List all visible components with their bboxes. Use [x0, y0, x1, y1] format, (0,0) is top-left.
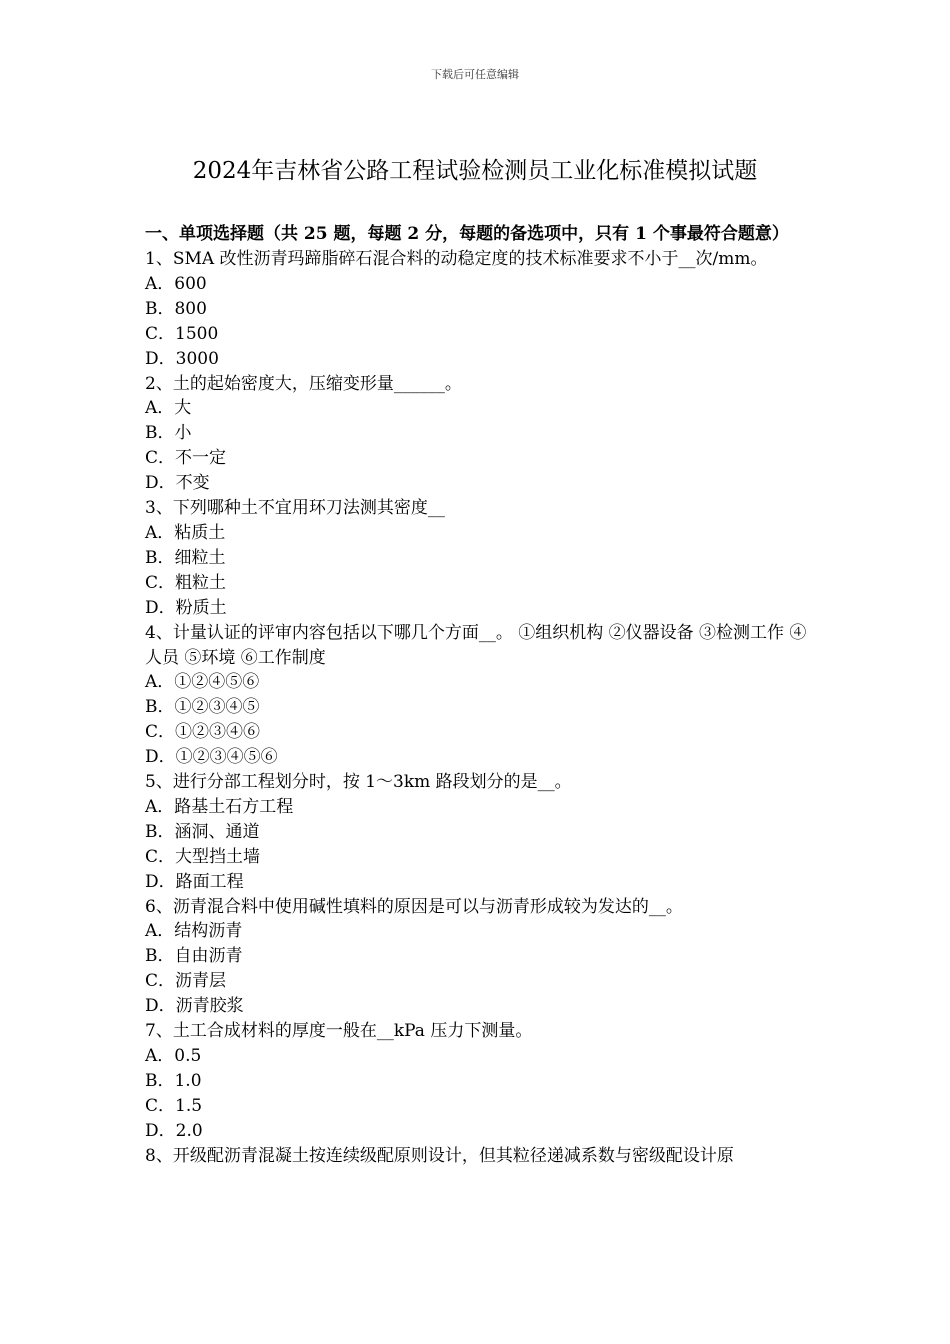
- answer-option: B．800: [145, 298, 207, 319]
- question-content: [145, 222, 810, 1169]
- question-stem: 1、SMA 改性沥青玛蹄脂碎石混合料的动稳定度的技术标准要求不小于__次/mm。: [145, 249, 768, 269]
- answer-option: A．600: [145, 273, 207, 294]
- answer-option: C．①②③④⑥: [145, 722, 261, 743]
- answer-option: B．小: [145, 423, 192, 444]
- question-stem: 7、土工合成材料的厚度一般在__kPa 压力下测量。: [145, 1021, 533, 1042]
- question-stem: 2、土的起始密度大，压缩变形量______。: [145, 373, 462, 394]
- question-stem: 8、开级配沥青混凝土按连续级配原则设计，但其粒径递减系数与密级配设计原: [145, 1145, 734, 1166]
- answer-option: A．①②④⑤⑥: [145, 672, 260, 693]
- answer-option: B．①②③④⑤: [145, 697, 260, 718]
- answer-option: C．粗粒土: [145, 572, 227, 593]
- question-stem: 4、计量认证的评审内容包括以下哪几个方面__。 ①组织机构 ②仪器设备 ③检测工作 ④人员 ⑤环境 ⑥工作制度: [145, 622, 807, 668]
- question-item: [145, 1144, 810, 1169]
- question-stem: 6、沥青混合料中使用碱性填料的原因是可以与沥青形成较为发达的__。: [145, 896, 683, 917]
- question-item: [145, 621, 810, 770]
- answer-option: A．路基土石方工程: [145, 796, 294, 817]
- answer-option: A．大: [145, 398, 192, 419]
- question-stem: 5、进行分部工程划分时，按 1～3km 路段划分的是__。: [145, 772, 572, 793]
- answer-option: D．路面工程: [145, 871, 244, 892]
- document-title: 2024年吉林省公路工程试验检测员工业化标准模拟试题: [192, 158, 758, 184]
- answer-option: B．涵洞、通道: [145, 821, 260, 842]
- answer-option: D．3000: [145, 348, 219, 369]
- answer-option: D．2.0: [145, 1120, 203, 1141]
- question-item: [145, 895, 810, 1020]
- answer-option: B．自由沥青: [145, 946, 243, 967]
- question-item: [145, 1019, 810, 1144]
- answer-option: D．沥青胶浆: [145, 996, 244, 1017]
- answer-option: A．结构沥青: [145, 921, 243, 942]
- answer-option: A．0.5: [145, 1046, 202, 1066]
- question-list: [145, 247, 810, 1169]
- answer-option: B．1.0: [145, 1070, 202, 1091]
- answer-option: C．不一定: [145, 448, 227, 469]
- question-item: [145, 372, 810, 497]
- question-item: [145, 247, 810, 372]
- answer-option: C．沥青层: [145, 971, 227, 992]
- answer-option: D．①②③④⑤⑥: [145, 747, 278, 768]
- header-note: 下载后可任意编辑: [431, 68, 519, 81]
- question-item: [145, 770, 810, 895]
- answer-option: C．1.5: [145, 1095, 203, 1116]
- answer-option: C．大型挡土墙: [145, 846, 261, 867]
- answer-option: C．1500: [145, 323, 219, 344]
- answer-option: B．细粒土: [145, 547, 226, 568]
- answer-option: A．粘质土: [145, 522, 226, 543]
- section-heading: 一、单项选择题（共 25 题，每题 2 分，每题的备选项中，只有 1 个事最符合题意）: [145, 224, 789, 244]
- question-stem: 3、下列哪种土不宜用环刀法测其密度__: [145, 498, 445, 519]
- question-item: [145, 496, 810, 621]
- answer-option: D．粉质土: [145, 597, 227, 618]
- answer-option: D．不变: [145, 473, 210, 494]
